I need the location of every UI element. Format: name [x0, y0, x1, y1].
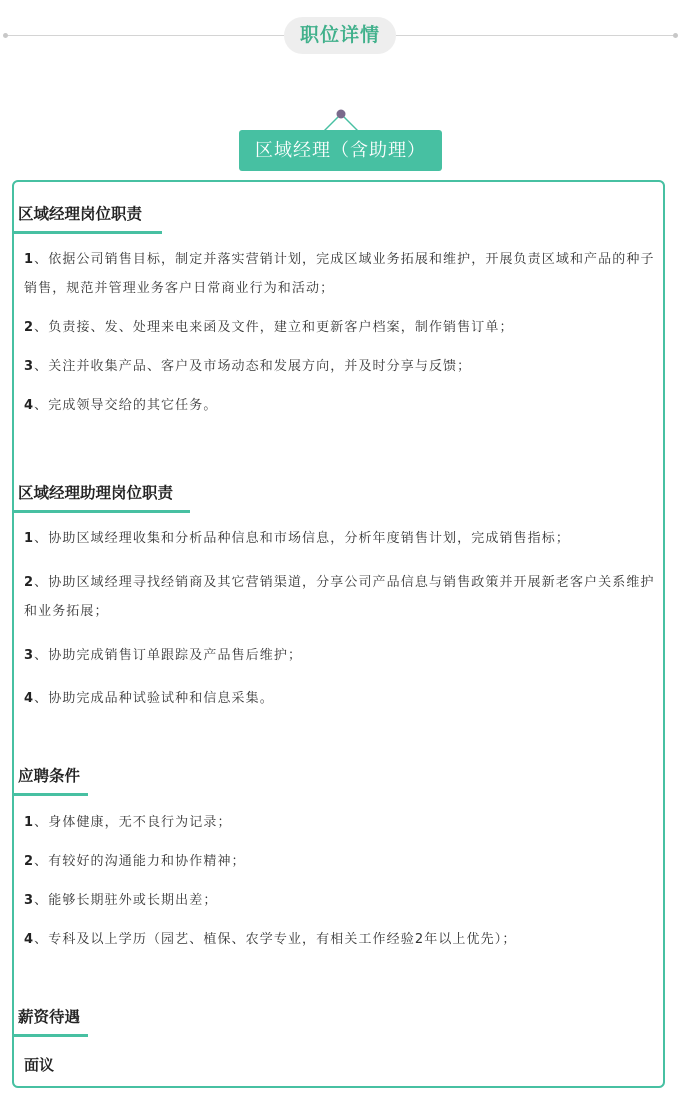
salary-value: 面议 — [24, 1056, 55, 1074]
section-heading-manager-duties: 区域经理岗位职责 — [18, 205, 143, 223]
position-title: 区域经理（含助理） — [239, 130, 442, 171]
section-underline — [14, 231, 162, 234]
section-underline — [14, 793, 88, 796]
list-item: 2、协助区域经理寻找经销商及其它营销渠道，分享公司产品信息与销售政策并开展新老客户关系维护和业务拓展； — [24, 575, 655, 619]
section-heading-salary: 薪资待遇 — [18, 1008, 81, 1026]
list-item: 1、依据公司销售目标，制定并落实营销计划，完成区域业务拓展和维护，开展负责区域和产品的种子销售，规范并管理业务客户日常商业行为和活动； — [24, 252, 655, 296]
list-item: 1、身体健康，无不良行为记录； — [24, 815, 232, 830]
section-underline — [14, 1034, 88, 1037]
list-item: 2、负责接、发、处理来电来函及文件，建立和更新客户档案，制作销售订单； — [24, 320, 514, 335]
list-item: 1、协助区域经理收集和分析品种信息和市场信息，分析年度销售计划，完成销售指标； — [24, 531, 570, 546]
list-item: 4、完成领导交给的其它任务。 — [24, 398, 218, 413]
list-item: 4、专科及以上学历（园艺、植保、农学专业，有相关工作经验2年以上优先）； — [24, 932, 517, 947]
section-heading-requirements: 应聘条件 — [18, 767, 81, 785]
section-heading-assistant-duties: 区域经理助理岗位职责 — [18, 484, 174, 502]
section-underline — [14, 510, 190, 513]
divider-left-dot — [3, 33, 8, 38]
connector-node-icon — [320, 106, 362, 132]
list-item: 3、关注并收集产品、客户及市场动态和发展方向，并及时分享与反馈； — [24, 359, 472, 374]
divider-right-dot — [673, 33, 678, 38]
page-title: 职位详情 — [284, 17, 396, 54]
list-item: 2、有较好的沟通能力和协作精神； — [24, 854, 246, 869]
list-item: 4、协助完成品种试验试种和信息采集。 — [24, 691, 274, 706]
list-item: 3、能够长期驻外或长期出差； — [24, 893, 218, 908]
list-item: 3、协助完成销售订单跟踪及产品售后维护； — [24, 648, 303, 663]
